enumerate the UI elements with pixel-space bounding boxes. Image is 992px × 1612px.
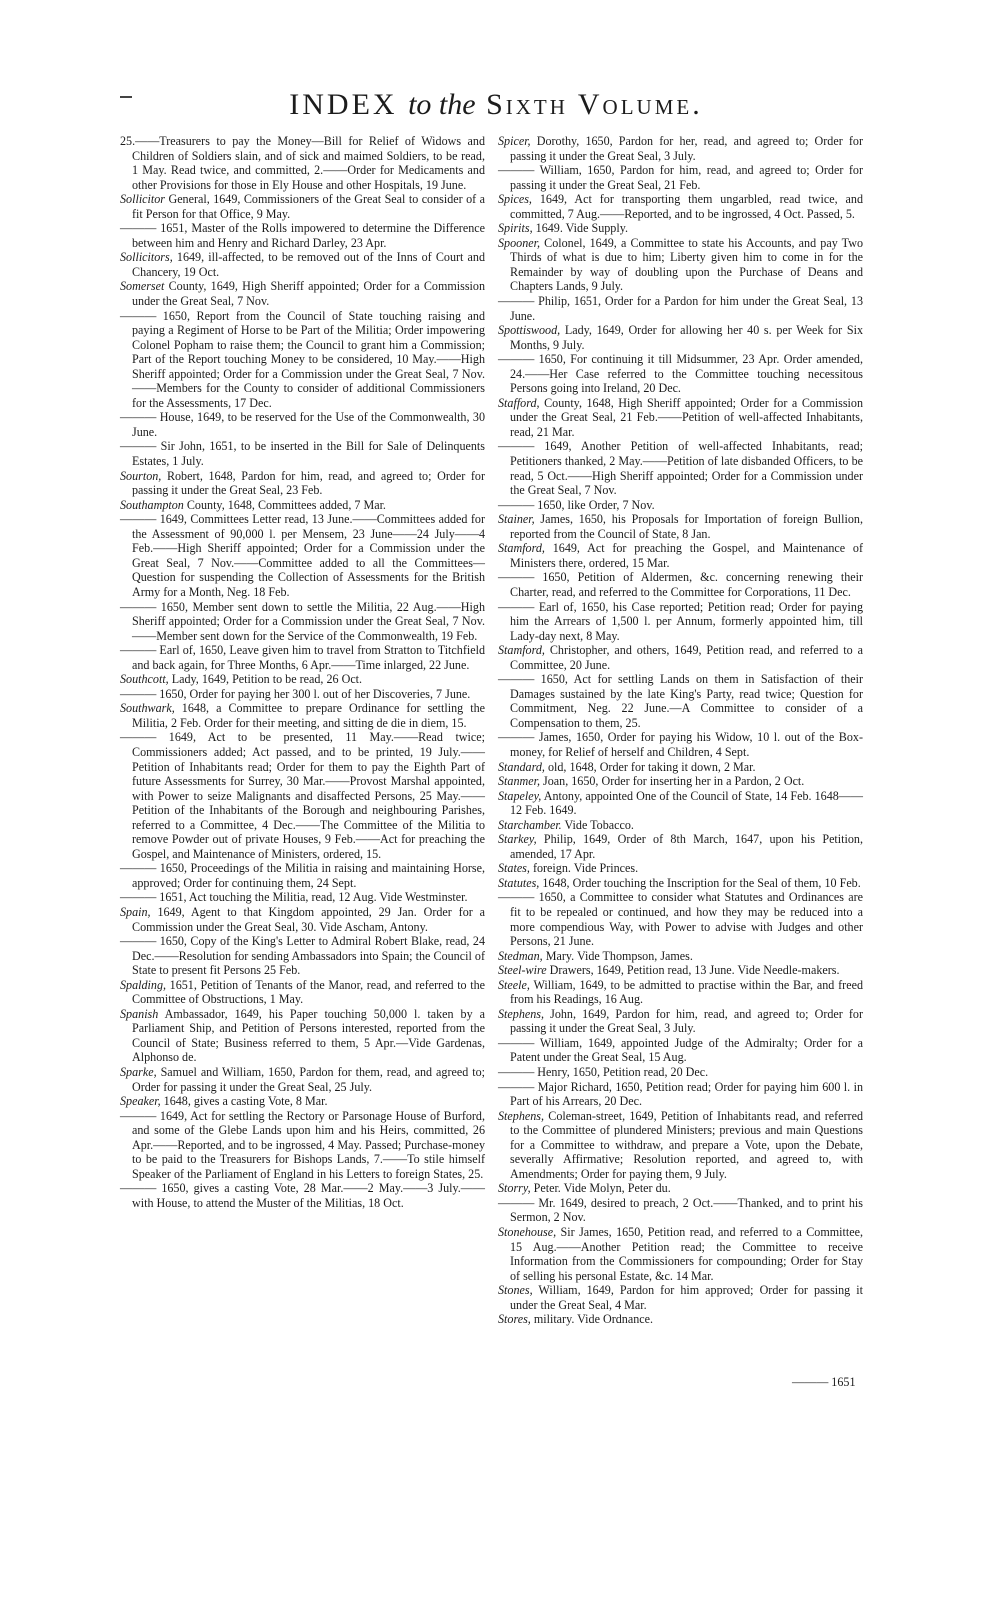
entry-text: ——— 1650, Copy of the King's Letter to Admiral Robert Blake, read, 24 Dec.——Resolution for sending Ambassadors into Spain; the Council of State to present fit Persons 25 Feb. — [120, 934, 485, 978]
index-entry — [120, 905, 485, 934]
entry-text: ——— 1650, For continuing it till Midsummer, 23 Apr. Order amended, 24.——Her Case referred to the Committee touching necessitous Persons going into Ireland, 20 Dec. — [498, 352, 863, 396]
index-entry — [120, 250, 485, 279]
index-entry — [120, 861, 485, 890]
index-entry — [120, 410, 485, 439]
entry-keyword: Starkey, — [498, 832, 537, 847]
entry-text: Joan, 1650, Order for inserting her in a Pardon, 2 Oct. — [540, 774, 805, 789]
entry-keyword: Steel-wire — [498, 963, 547, 978]
index-entry — [498, 774, 863, 789]
index-entry — [498, 861, 863, 876]
entry-text: Vide Tobacco. — [561, 817, 634, 832]
entry-text: ——— 1650, like Order, 7 Nov. — [498, 497, 655, 512]
index-entry — [498, 832, 863, 861]
index-entry — [498, 1312, 863, 1327]
entry-keyword: Spanish — [120, 1006, 159, 1021]
entry-text: ——— Mr. 1649, desired to preach, 2 Oct.——Thanked, and to print his Sermon, 2 Nov. — [498, 1195, 863, 1225]
index-entry — [498, 672, 863, 730]
entry-keyword: Stores, — [498, 1312, 531, 1327]
entry-text: 1648, gives a casting Vote, 8 Mar. — [160, 1094, 328, 1109]
entry-text: William, 1649, Pardon for him approved; Order for passing it under the Great Seal, 4 Mar. — [510, 1283, 863, 1312]
entry-text: ——— Earl of, 1650, his Case reported; Petition read; Order for paying him the Arrears of 1,500 l. per Annum, formerly appointed him, till Lady-day next, 8 May. — [498, 599, 863, 643]
entry-keyword: Stanmer, — [498, 774, 540, 789]
entry-keyword: Stones, — [498, 1283, 533, 1298]
entry-keyword: Stapeley, — [498, 788, 542, 803]
entry-text: 1651, Petition of Tenants of the Manor, read, and referred to the Committee of Obstructions, 1 May. — [132, 977, 485, 1007]
index-entry — [120, 498, 485, 513]
entry-text: County, 1648, Committees added, 7 Mar. — [183, 497, 386, 512]
index-entry — [498, 1007, 863, 1036]
entry-text: foreign. Vide Princes. — [529, 861, 639, 876]
entry-text: ——— 1650, gives a casting Vote, 28 Mar.——2 May.——3 July.——with House, to attend the Muster of the Militias, 18 Oct. — [120, 1181, 485, 1210]
index-entry — [498, 600, 863, 644]
entry-text: Robert, 1648, Pardon for him, read, and agreed to; Order for passing it under the Great Seal, 23 Feb. — [132, 468, 485, 498]
index-entry — [498, 1036, 863, 1065]
entry-text: General, 1649, Commissioners of the Great Seal to consider of a fit Person for that Office, 9 May. — [132, 192, 485, 221]
entry-text: ——— 1650, Petition of Aldermen, &c. concerning renewing their Charter, read, and referred to the Committee for Corporations, 11 Dec. — [498, 570, 863, 599]
index-entry — [498, 323, 863, 352]
entry-text: Christopher, and others, 1649, Petition read, and referred to a Committee, 20 June. — [510, 643, 863, 672]
index-entry — [498, 876, 863, 891]
entry-text: ——— 1649, Committees Letter read, 13 June.——Committees added for the Assessment of 90,000 l. per Mensem, 23 June——24 July——4 Feb.——High Sheriff appointed; Order for a Commission under the Great Seal, 7 Nov.——Committee added to all the Committees—Question for suspending the Collection of Assessments for the British Army for a Month, Neg. 18 Feb. — [120, 512, 485, 599]
entry-text: Mary. Vide Thompson, James. — [542, 948, 693, 963]
entry-text: ——— 1649, Act to be presented, 11 May.——Read twice; Commissioners added; Act passed, and to be printed, 19 July.——Petition of Inhabitants read; Order for them to pay the Eighth Part of future Assessments for Surrey, 30 Mar.——Provost Marshal appointed, with Power to seize Malignants and disaffected Persons, 25 May.——Petition of the Inhabitants of the Borough and neighbouring Parishes, referred to a Committee, 4 Dec.——The Committee of the Militia to remove Powder out of private Houses, 9 Feb.——Act for preaching the Gospel, and Maintenance of Ministers, ordered, 15. — [120, 730, 485, 861]
entry-text: ——— 1650, Proceedings of the Militia in raising and maintaining Horse, approved; Order for continuing them, 24 Sept. — [120, 861, 485, 890]
index-entry — [120, 934, 485, 978]
entry-text: ——— 1651, Master of the Rolls impowered to determine the Difference between him and Henry and Richard Darley, 23 Apr. — [120, 221, 485, 250]
entry-text: Philip, 1649, Order of 8th March, 1647, upon his Petition, amended, 17 Apr. — [510, 832, 863, 861]
entry-text: ——— 1650, Order for paying her 300 l. out of her Discoveries, 7 June. — [120, 686, 471, 701]
entry-text: Coleman-street, 1649, Petition of Inhabitants read, and referred to the Committee of plundered Ministers; previous and main Questions for a Committee to withdraw, and prepare a Vote, upon the Debate, severally Affirmative; Resolution reported, and agreed to, with Amendments; Order for paying them, 9 July. — [510, 1108, 863, 1181]
entry-keyword: Stephens, — [498, 1006, 545, 1021]
index-entry — [120, 1181, 485, 1210]
index-entry — [120, 439, 485, 468]
entry-text: ——— 1650, a Committee to consider what Statutes and Ordinances are fit to be repealed or continued, and how they may be reduced into a more compendious Way, with Power to advise with Judges and other Persons, 21 June. — [498, 890, 863, 949]
entry-text: ——— Henry, 1650, Petition read, 20 Dec. — [498, 1065, 709, 1079]
entry-keyword: Spalding, — [120, 977, 167, 992]
index-entry — [498, 512, 863, 541]
entry-keyword: Spain, — [120, 904, 151, 919]
index-entry — [498, 498, 863, 513]
entry-keyword: Steele, — [498, 977, 530, 992]
index-entry — [498, 643, 863, 672]
header-to-the: to the — [408, 88, 476, 121]
entry-keyword: Statutes, — [498, 875, 540, 890]
entry-text: 1648, Order touching the Inscription for the Seal of them, 10 Feb. — [539, 875, 861, 890]
index-entry — [120, 192, 485, 221]
index-entry — [498, 789, 863, 818]
entry-text: William, 1649, to be admitted to practise within the Bar, and freed from his Readings, 16 Aug. — [510, 977, 863, 1007]
index-entry — [498, 1065, 863, 1080]
entry-text: 1649, Act for preaching the Gospel, and Maintenance of Ministers there, ordered, 15 Mar. — [510, 541, 863, 570]
index-entry — [498, 730, 863, 759]
entry-text: Ambassador, 1649, his Paper touching 50,000 l. taken by a Parliament Ship, and Petition of Persons interested, reported from the Council of State; Business referred to them, 5 Apr.—Vide Gardenas, Alphonso de. — [132, 1006, 485, 1065]
index-entry — [120, 890, 485, 905]
entry-keyword: Stedman, — [498, 948, 543, 963]
header-sixth-volume: Sixth Volume. — [486, 88, 703, 121]
entry-text: ——— James, 1650, Order for paying his Widow, 10 l. out of the Box-money, for Relief of herself and Children, 4 Sept. — [498, 730, 863, 759]
header-index: INDEX — [289, 88, 398, 121]
index-entry — [120, 643, 485, 672]
entry-text: ——— House, 1649, to be reserved for the Use of the Commonwealth, 30 June. — [120, 410, 485, 439]
entry-text: 1649. Vide Supply. — [532, 221, 628, 236]
entry-text: Dorothy, 1650, Pardon for her, read, and agreed to; Order for passing it under the Great Seal, 3 July. — [510, 134, 863, 163]
entry-keyword: Southcott, — [120, 672, 169, 687]
entry-text: ——— Philip, 1651, Order for a Pardon for him under the Great Seal, 13 June. — [498, 294, 863, 323]
entry-keyword: Stonehouse, — [498, 1225, 557, 1240]
entry-text: ——— Sir John, 1651, to be inserted in the Bill for Sale of Delinquents Estates, 1 July. — [120, 439, 485, 469]
entry-text: 1648, a Committee to prepare Ordinance for settling the Militia, 2 Feb. Order for their meeting, and sitting de die in diem, 15. — [132, 701, 485, 730]
index-entry — [498, 818, 863, 833]
entry-keyword: Spottiswood, — [498, 323, 561, 338]
entry-keyword: Spicer, — [498, 134, 531, 148]
index-entry — [498, 294, 863, 323]
entry-keyword: Speaker, — [120, 1094, 161, 1109]
entry-text: ——— 1650, Report from the Council of State touching raising and paying a Regiment of Horse to be Part of the Militia; Order impowering Colonel Popham to raise them; the Council to grant him a Commission; Part of the Report touching Money to be considered, 10 May.——High Sheriff appointed; Order for a Commission under the Great Seal, 7 Nov.——Members for the County to consider of additional Commissioners for the Assessments, 17 Dec. — [120, 308, 485, 410]
entry-keyword: Southampton — [120, 497, 184, 512]
entry-text: Colonel, 1649, a Committee to state his Accounts, and pay Two Thirds of what is due to him; Liberty given him to come in for the Remainder by way of doubling upon the Purchase of Deans and Chapters Lands, 9 July. — [510, 235, 863, 294]
index-entry — [120, 221, 485, 250]
index-entry — [498, 1080, 863, 1109]
entry-text: 1649, Act for transporting them ungarbled, read twice, and committed, 7 Aug.——Reported, and to be ingrossed, 4 Oct. Passed, 5. — [510, 192, 863, 221]
entry-keyword: Southwark, — [120, 701, 175, 716]
entry-text: 1649, ill-affected, to be removed out of the Inns of Court and Chancery, 19 Oct. — [132, 250, 485, 279]
entry-text: James, 1650, his Proposals for Importation of foreign Bullion, reported from the Council of State, 8 Jan. — [510, 512, 863, 541]
index-entry — [120, 1065, 485, 1094]
index-entry — [498, 352, 863, 396]
entry-text: ——— Major Richard, 1650, Petition read; Order for paying him 600 l. in Part of his Arrears, 20 Dec. — [498, 1079, 863, 1109]
page-header — [0, 88, 992, 122]
entry-text: ——— William, 1650, Pardon for him, read, and agreed to; Order for passing it under the Great Seal, 21 Feb. — [498, 163, 863, 192]
entry-text: 1649, Agent to that Kingdom appointed, 29 Jan. Order for a Commission under the Great Seal, 30. Vide Ascham, Antony. — [132, 904, 485, 934]
entry-keyword: Spices, — [498, 192, 532, 207]
index-entry — [120, 687, 485, 702]
index-entry — [120, 1007, 485, 1065]
entry-text: Lady, 1649, Petition to be read, 26 Oct. — [168, 672, 363, 687]
entry-keyword: Spooner, — [498, 235, 540, 250]
index-entry — [120, 134, 485, 192]
index-entry — [498, 570, 863, 599]
entry-text: John, 1649, Pardon for him, read, and agreed to; Order for passing it under the Great Seal, 3 July. — [510, 1006, 863, 1036]
index-entry — [120, 672, 485, 687]
right-column — [498, 134, 863, 1327]
index-entry — [120, 469, 485, 498]
index-entry — [120, 309, 485, 411]
index-entry — [498, 192, 863, 221]
index-entry — [120, 701, 485, 730]
entry-text: ——— 1650, Act for settling Lands on them in Satisfaction of their Damages sustained by the late King's Party, read twice; Question for Commitment, Neg. 22 June.—A Committee to consider of a Compensation to them, 25. — [498, 672, 863, 730]
entry-text: Lady, 1649, Order for allowing her 40 s. per Week for Six Months, 9 July. — [510, 323, 863, 352]
index-entry — [498, 134, 863, 163]
index-entry — [498, 236, 863, 294]
entry-text: ——— 1649, Another Petition of well-affected Inhabitants, read; Petitioners thanked, 2 May.——Petition of late disbanded Officers, to be read, 5 Oct.——High Sheriff appointed; Order for a Commission under the Great Seal, 7 Nov. — [498, 439, 863, 498]
entry-keyword: Stafford, — [498, 395, 540, 410]
entry-text: Sir James, 1650, Petition read, and referred to a Committee, 15 Aug.——Another Petition read; the Committee to receive Information from the Commissioners for compounding; Order for Stay of selling his personal Estate, &c. 14 Mar. — [510, 1225, 863, 1283]
index-entry — [498, 163, 863, 192]
entry-keyword: Somerset — [120, 279, 165, 294]
entry-keyword: Spirits, — [498, 221, 533, 236]
index-entry — [120, 978, 485, 1007]
entry-keyword: Storry, — [498, 1181, 531, 1196]
left-column — [120, 134, 485, 1210]
index-entry — [498, 221, 863, 236]
index-entry — [498, 963, 863, 978]
entry-keyword: Sollicitors, — [120, 250, 173, 265]
entry-keyword: States, — [498, 861, 530, 876]
index-entry — [120, 730, 485, 861]
entry-text: Drawers, 1649, Petition read, 13 June. Vide Needle-makers. — [546, 963, 840, 978]
entry-text: ——— 1650, Member sent down to settle the Militia, 22 Aug.——High Sheriff appointed; Order for a Commission under the Great Seal, 7 Nov.——Member sent down for the Service of the Commonwealth, 19 Feb. — [120, 599, 485, 643]
catchword: ——— 1651 — [792, 1375, 856, 1389]
entry-text: old, 1648, Order for taking it down, 2 Mar. — [544, 759, 756, 774]
index-entry — [498, 396, 863, 440]
entry-keyword: Stamford, — [498, 643, 545, 658]
entry-text: Antony, appointed One of the Council of State, 14 Feb. 1648——12 Feb. 1649. — [510, 788, 863, 818]
index-entry — [498, 1225, 863, 1283]
entry-text: 25.——Treasurers to pay the Money—Bill for Relief of Widows and Children of Soldiers slain, and of sick and maimed Soldiers, to be read, 1 May. Read twice, and committed, 2.——Order for Medicaments and other Provisions for those in Ely House and other Hospitals, 19 June. — [120, 134, 485, 192]
entry-text: County, 1649, High Sheriff appointed; Order for a Commission under the Great Seal, 7 Nov. — [132, 279, 485, 309]
index-entry — [498, 541, 863, 570]
index-entry — [498, 1181, 863, 1196]
entry-keyword: Standard, — [498, 759, 545, 774]
entry-keyword: Sparke, — [120, 1065, 157, 1079]
entry-text: ——— Earl of, 1650, Leave given him to travel from Stratton to Titchfield and back again, for Three Months, 6 Apr.——Time inlarged, 22 June. — [120, 643, 485, 672]
index-entry — [498, 1196, 863, 1225]
entry-text: ——— 1649, Act for settling the Rectory or Parsonage House of Burford, and some of the Glebe Lands upon him and his Heirs, committed, 26 Apr.——Reported, and to be ingrossed, 4 May. Passed; Purchase-money to be paid to the Treasurers for Bishops Lands, 7.——To stile himself Speaker of the Parliament of England in his Letters to foreign States, 25. — [120, 1108, 485, 1181]
index-entry — [498, 439, 863, 497]
entry-keyword: Stainer, — [498, 512, 535, 527]
index-entry — [120, 600, 485, 644]
entry-text: Samuel and William, 1650, Pardon for them, read, and agreed to; Order for passing it under the Great Seal, 25 July. — [132, 1065, 485, 1094]
entry-text: Peter. Vide Molyn, Peter du. — [530, 1181, 671, 1196]
index-entry — [498, 978, 863, 1007]
index-entry — [120, 1109, 485, 1182]
entry-text: ——— William, 1649, appointed Judge of the Admiralty; Order for a Patent under the Great Seal, 15 Aug. — [498, 1035, 863, 1065]
entry-keyword: Sollicitor — [120, 192, 166, 207]
index-entry — [498, 890, 863, 948]
index-entry — [498, 760, 863, 775]
index-entry — [498, 949, 863, 964]
index-entry — [498, 1283, 863, 1312]
entry-text: military. Vide Ordnance. — [530, 1312, 654, 1327]
index-entry — [120, 512, 485, 599]
entry-keyword: Sourton, — [120, 468, 162, 483]
entry-keyword: Stamford, — [498, 541, 545, 556]
index-entry — [498, 1109, 863, 1182]
index-entry — [120, 1094, 485, 1109]
entry-keyword: Stephens, — [498, 1108, 545, 1123]
entry-text: County, 1648, High Sheriff appointed; Order for a Commission under the Great Seal, 21 Feb.——Petition of well-affected Inhabitants, read, 21 Mar. — [510, 395, 863, 439]
entry-keyword: Starchamber. — [498, 817, 562, 832]
entry-text: ——— 1651, Act touching the Militia, read, 12 Aug. Vide Westminster. — [120, 890, 468, 905]
index-entry — [120, 279, 485, 308]
